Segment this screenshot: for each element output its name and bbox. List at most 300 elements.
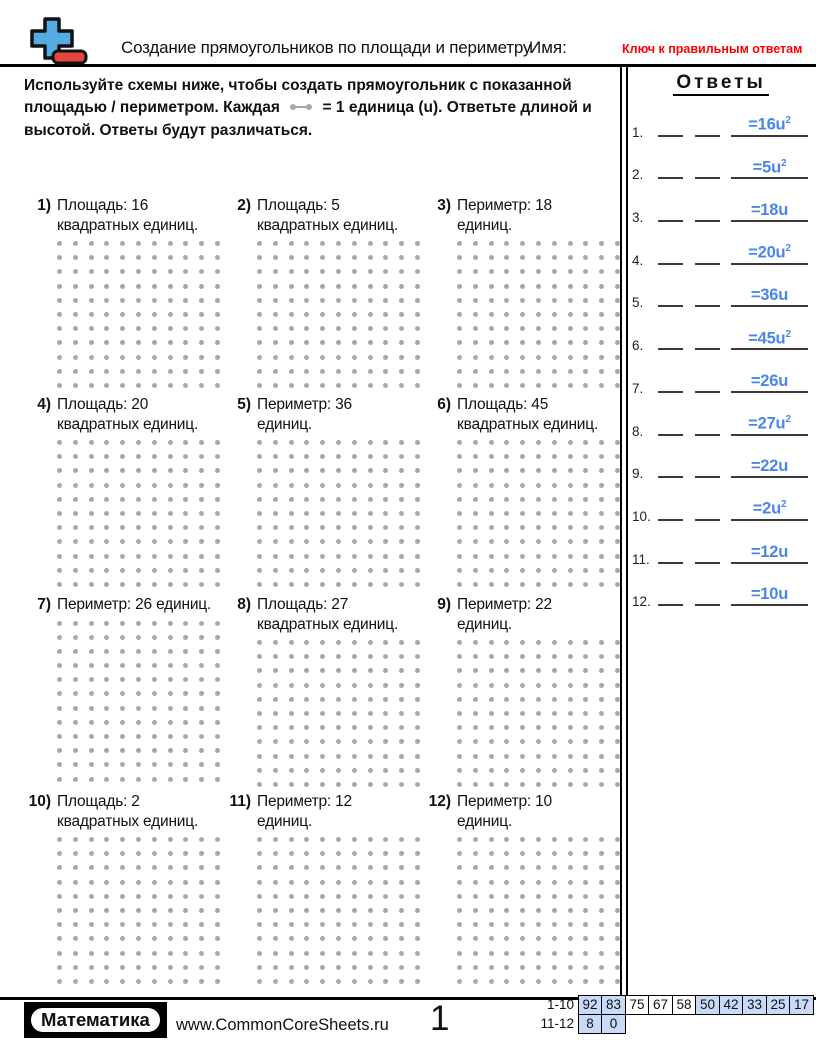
- score-row: [531, 1014, 814, 1034]
- grid-dot: [57, 284, 62, 289]
- grid-dot: [583, 936, 588, 941]
- grid-dot: [568, 697, 573, 702]
- grid-dot: [504, 241, 509, 246]
- grid-dot: [168, 922, 173, 927]
- grid-dot: [215, 497, 220, 502]
- grid-dot: [273, 668, 278, 673]
- grid-dot: [536, 739, 541, 744]
- grid-dot: [383, 965, 388, 970]
- answer-blank-result: [731, 305, 808, 307]
- grid-dot: [536, 640, 541, 645]
- score-cell: 58: [672, 995, 697, 1015]
- grid-dot: [120, 880, 125, 885]
- grid-dot: [352, 754, 357, 759]
- grid-dot: [520, 440, 525, 445]
- grid-dot: [304, 326, 309, 331]
- grid-dot: [473, 851, 478, 856]
- grid-dot: [104, 635, 109, 640]
- grid-dot: [152, 369, 157, 374]
- grid-dot: [583, 312, 588, 317]
- grid-dot: [104, 298, 109, 303]
- grid-dot: [152, 965, 157, 970]
- grid-dot: [473, 711, 478, 716]
- grid-dot: [415, 951, 420, 956]
- grid-dot: [352, 979, 357, 984]
- grid-dot: [304, 837, 309, 842]
- grid-dot: [473, 880, 478, 885]
- grid-dot: [352, 340, 357, 345]
- grid-dot: [352, 355, 357, 360]
- grid-dot: [199, 880, 204, 885]
- grid-dot: [73, 511, 78, 516]
- grid-dot: [183, 880, 188, 885]
- grid-dot: [457, 568, 462, 573]
- grid-dot: [183, 908, 188, 913]
- grid-dot: [536, 697, 541, 702]
- grid-dot: [568, 554, 573, 559]
- grid-dot: [415, 683, 420, 688]
- grid-dot: [568, 340, 573, 345]
- grid-dot: [152, 677, 157, 682]
- grid-dot: [304, 965, 309, 970]
- grid-dot: [104, 979, 109, 984]
- grid-dot: [199, 355, 204, 360]
- grid-dot: [473, 312, 478, 317]
- grid-dot: [168, 894, 173, 899]
- problem-cell: [25, 595, 225, 782]
- grid-dot: [504, 768, 509, 773]
- grid-dot: [368, 754, 373, 759]
- grid-dot: [552, 908, 557, 913]
- grid-dot: [415, 922, 420, 927]
- grid-dot: [168, 525, 173, 530]
- grid-dot: [183, 748, 188, 753]
- grid-dot: [120, 851, 125, 856]
- grid-dot: [457, 725, 462, 730]
- grid-dot: [383, 454, 388, 459]
- grid-dot: [504, 683, 509, 688]
- answer-blank-height: [695, 135, 720, 137]
- grid-dot: [504, 539, 509, 544]
- grid-dot: [457, 640, 462, 645]
- grid-dot: [352, 922, 357, 927]
- grid-dot: [568, 754, 573, 759]
- grid-dot: [136, 468, 141, 473]
- grid-dot: [104, 582, 109, 587]
- answer-exponent: 2: [785, 328, 791, 340]
- problem-body: [457, 792, 620, 984]
- grid-dot: [383, 298, 388, 303]
- grid-dot: [504, 326, 509, 331]
- dot-grid: [457, 640, 620, 787]
- grid-dot: [104, 554, 109, 559]
- grid-dot: [215, 677, 220, 682]
- answer-blank-length: [658, 305, 683, 307]
- answer-number: 4.: [632, 252, 644, 268]
- problem-cell: [25, 395, 225, 587]
- grid-dot: [552, 782, 557, 787]
- answer-blank-result: [731, 562, 808, 564]
- grid-dot: [104, 369, 109, 374]
- grid-dot: [504, 340, 509, 345]
- grid-dot: [136, 525, 141, 530]
- grid-dot: [273, 894, 278, 899]
- answer-key-value: $=2u^2$: [752, 499, 787, 518]
- grid-dot: [73, 383, 78, 388]
- grid-dot: [304, 754, 309, 759]
- grid-dot: [89, 720, 94, 725]
- grid-dot: [73, 734, 78, 739]
- grid-dot: [320, 369, 325, 374]
- grid-dot: [120, 677, 125, 682]
- grid-dot: [399, 468, 404, 473]
- grid-dot: [583, 951, 588, 956]
- grid-dot: [304, 936, 309, 941]
- grid-dot: [168, 734, 173, 739]
- grid-dot: [257, 497, 262, 502]
- grid-dot: [536, 894, 541, 899]
- grid-dot: [199, 951, 204, 956]
- grid-dot: [352, 369, 357, 374]
- grid-dot: [73, 922, 78, 927]
- problem-label-line: Периметр: 10: [457, 793, 552, 810]
- grid-dot: [415, 468, 420, 473]
- grid-dot: [352, 582, 357, 587]
- grid-dot: [536, 468, 541, 473]
- grid-dot: [473, 511, 478, 516]
- grid-dot: [599, 922, 604, 927]
- grid-dot: [183, 326, 188, 331]
- grid-dot: [57, 734, 62, 739]
- grid-dot: [273, 654, 278, 659]
- grid-dot: [383, 837, 388, 842]
- grid-dot: [352, 725, 357, 730]
- grid-dot: [136, 777, 141, 782]
- answer-key-value: =10u: [750, 585, 789, 604]
- grid-dot: [399, 936, 404, 941]
- answer-row: [630, 572, 812, 615]
- grid-dot: [520, 951, 525, 956]
- grid-dot: [457, 255, 462, 260]
- grid-dot: [583, 965, 588, 970]
- grid-dot: [536, 768, 541, 773]
- grid-dot: [489, 525, 494, 530]
- grid-dot: [104, 355, 109, 360]
- problem-body: [457, 196, 620, 388]
- problem-label-line: единиц.: [457, 812, 512, 830]
- grid-dot: [473, 979, 478, 984]
- grid-dot: [336, 454, 341, 459]
- grid-dot: [273, 965, 278, 970]
- grid-dot: [473, 440, 478, 445]
- grid-dot: [583, 525, 588, 530]
- grid-dot: [104, 340, 109, 345]
- answer-blank-height: [695, 305, 720, 307]
- instructions: [24, 75, 608, 141]
- grid-dot: [383, 894, 388, 899]
- score-cell: 0: [601, 1014, 626, 1034]
- grid-dot: [383, 754, 388, 759]
- grid-dot: [336, 908, 341, 913]
- grid-dot: [57, 497, 62, 502]
- grid-dot: [457, 894, 462, 899]
- grid-dot: [536, 326, 541, 331]
- grid-dot: [183, 706, 188, 711]
- answer-row: [630, 401, 812, 444]
- grid-dot: [89, 777, 94, 782]
- grid-dot: [73, 908, 78, 913]
- grid-dot: [168, 936, 173, 941]
- grid-dot: [568, 837, 573, 842]
- grid-dot: [568, 654, 573, 659]
- grid-dot: [599, 754, 604, 759]
- grid-dot: [257, 654, 262, 659]
- problem-label: [57, 395, 220, 434]
- grid-dot: [583, 880, 588, 885]
- grid-dot: [120, 979, 125, 984]
- grid-dot: [352, 654, 357, 659]
- grid-dot: [473, 582, 478, 587]
- grid-dot: [215, 621, 220, 626]
- grid-dot: [320, 936, 325, 941]
- grid-dot: [552, 554, 557, 559]
- grid-dot: [289, 725, 294, 730]
- grid-dot: [520, 326, 525, 331]
- answer-blank-result: [731, 604, 808, 606]
- grid-dot: [152, 568, 157, 573]
- grid-dot: [73, 691, 78, 696]
- grid-dot: [73, 865, 78, 870]
- grid-dot: [336, 568, 341, 573]
- grid-dot: [289, 511, 294, 516]
- grid-dot: [89, 284, 94, 289]
- grid-dot: [289, 837, 294, 842]
- grid-dot: [215, 748, 220, 753]
- grid-dot: [273, 754, 278, 759]
- grid-dot: [168, 340, 173, 345]
- score-cell: 83: [601, 995, 626, 1015]
- grid-dot: [89, 468, 94, 473]
- problem-label-line: Периметр: 18: [457, 197, 552, 214]
- grid-dot: [504, 979, 509, 984]
- problem-body: [457, 595, 620, 787]
- score-cell: 17: [789, 995, 814, 1015]
- problem-number: 1): [37, 197, 51, 214]
- grid-dot: [289, 525, 294, 530]
- grid-dot: [504, 754, 509, 759]
- grid-dot: [536, 582, 541, 587]
- grid-dot: [152, 851, 157, 856]
- grid-dot: [489, 241, 494, 246]
- grid-dot: [583, 754, 588, 759]
- grid-dot: [120, 837, 125, 842]
- grid-dot: [336, 539, 341, 544]
- grid-dot: [552, 312, 557, 317]
- grid-dot: [183, 582, 188, 587]
- grid-dot: [152, 511, 157, 516]
- grid-dot: [504, 782, 509, 787]
- grid-dot: [136, 568, 141, 573]
- grid-dot: [383, 865, 388, 870]
- grid-dot: [415, 668, 420, 673]
- grid-dot: [599, 739, 604, 744]
- grid-dot: [383, 908, 388, 913]
- grid-dot: [536, 269, 541, 274]
- answer-number: 10.: [632, 508, 651, 524]
- grid-dot: [215, 511, 220, 516]
- grid-dot: [199, 582, 204, 587]
- grid-dot: [73, 568, 78, 573]
- grid-dot: [320, 340, 325, 345]
- grid-dot: [520, 654, 525, 659]
- grid-dot: [383, 269, 388, 274]
- grid-dot: [352, 568, 357, 573]
- grid-dot: [552, 851, 557, 856]
- grid-dot: [489, 768, 494, 773]
- answer-row: [630, 187, 812, 230]
- grid-dot: [136, 511, 141, 516]
- grid-dot: [399, 284, 404, 289]
- grid-dot: [504, 711, 509, 716]
- grid-dot: [415, 851, 420, 856]
- grid-dot: [136, 635, 141, 640]
- grid-dot: [215, 255, 220, 260]
- grid-dot: [473, 936, 478, 941]
- grid-dot: [320, 697, 325, 702]
- dot-grid: [457, 241, 620, 388]
- grid-dot: [320, 880, 325, 885]
- grid-dot: [152, 539, 157, 544]
- grid-dot: [552, 241, 557, 246]
- grid-dot: [489, 654, 494, 659]
- grid-dot: [599, 768, 604, 773]
- grid-dot: [536, 851, 541, 856]
- grid-dot: [399, 355, 404, 360]
- grid-dot: [336, 936, 341, 941]
- grid-dot: [199, 454, 204, 459]
- grid-dot: [504, 936, 509, 941]
- grid-dot: [368, 851, 373, 856]
- grid-dot: [320, 922, 325, 927]
- grid-dot: [583, 865, 588, 870]
- grid-dot: [399, 865, 404, 870]
- grid-dot: [152, 284, 157, 289]
- grid-dot: [520, 851, 525, 856]
- grid-dot: [583, 768, 588, 773]
- grid-dot: [89, 979, 94, 984]
- grid-dot: [568, 894, 573, 899]
- grid-dot: [304, 851, 309, 856]
- grid-dot: [536, 454, 541, 459]
- grid-dot: [504, 525, 509, 530]
- grid-dot: [457, 298, 462, 303]
- grid-dot: [415, 298, 420, 303]
- grid-dot: [473, 908, 478, 913]
- grid-dot: [552, 711, 557, 716]
- problem-label-line: Площадь: 27: [257, 596, 349, 613]
- grid-dot: [352, 851, 357, 856]
- grid-dot: [457, 554, 462, 559]
- grid-dot: [368, 369, 373, 374]
- grid-dot: [368, 539, 373, 544]
- grid-dot: [104, 284, 109, 289]
- grid-dot: [473, 255, 478, 260]
- grid-dot: [168, 468, 173, 473]
- grid-dot: [257, 894, 262, 899]
- grid-dot: [489, 697, 494, 702]
- grid-dot: [73, 554, 78, 559]
- grid-dot: [583, 497, 588, 502]
- grid-dot: [415, 739, 420, 744]
- grid-dot: [168, 951, 173, 956]
- grid-dot: [552, 739, 557, 744]
- grid-dot: [568, 865, 573, 870]
- grid-dot: [368, 640, 373, 645]
- grid-dot: [536, 511, 541, 516]
- grid-dot: [304, 908, 309, 913]
- problem-body: [457, 395, 620, 587]
- grid-dot: [320, 497, 325, 502]
- grid-dot: [399, 340, 404, 345]
- answer-number: 8.: [632, 423, 644, 439]
- grid-dot: [215, 908, 220, 913]
- grid-dot: [120, 468, 125, 473]
- grid-dot: [136, 649, 141, 654]
- grid-dot: [152, 497, 157, 502]
- grid-dot: [599, 326, 604, 331]
- grid-dot: [73, 965, 78, 970]
- grid-dot: [520, 894, 525, 899]
- grid-dot: [336, 468, 341, 473]
- answer-number: 6.: [632, 338, 644, 354]
- grid-dot: [504, 298, 509, 303]
- answer-blank-length: [658, 434, 683, 436]
- grid-dot: [215, 440, 220, 445]
- grid-dot: [583, 284, 588, 289]
- grid-dot: [399, 965, 404, 970]
- grid-dot: [136, 269, 141, 274]
- grid-dot: [73, 497, 78, 502]
- grid-dot: [215, 326, 220, 331]
- instructions-after-icon: = 1 единица (u). Ответьте длиной и высотой. Ответы будут различаться.: [24, 99, 592, 139]
- grid-dot: [168, 483, 173, 488]
- dot-grid: [57, 621, 220, 782]
- grid-dot: [552, 468, 557, 473]
- problem-label-line: квадратных единиц.: [57, 812, 199, 830]
- grid-dot: [336, 440, 341, 445]
- grid-dot: [183, 383, 188, 388]
- grid-dot: [57, 865, 62, 870]
- grid-dot: [120, 762, 125, 767]
- grid-dot: [152, 922, 157, 927]
- grid-dot: [168, 440, 173, 445]
- problem-cell: [225, 792, 425, 984]
- grid-dot: [383, 951, 388, 956]
- grid-dot: [273, 383, 278, 388]
- grid-dot: [536, 241, 541, 246]
- grid-dot: [583, 979, 588, 984]
- grid-dot: [168, 865, 173, 870]
- grid-dot: [289, 326, 294, 331]
- answer-key-value: =26u: [750, 371, 789, 390]
- grid-dot: [352, 525, 357, 530]
- grid-dot: [320, 568, 325, 573]
- grid-dot: [336, 511, 341, 516]
- grid-dot: [152, 483, 157, 488]
- grid-dot: [383, 979, 388, 984]
- grid-dot: [73, 454, 78, 459]
- grid-dot: [520, 754, 525, 759]
